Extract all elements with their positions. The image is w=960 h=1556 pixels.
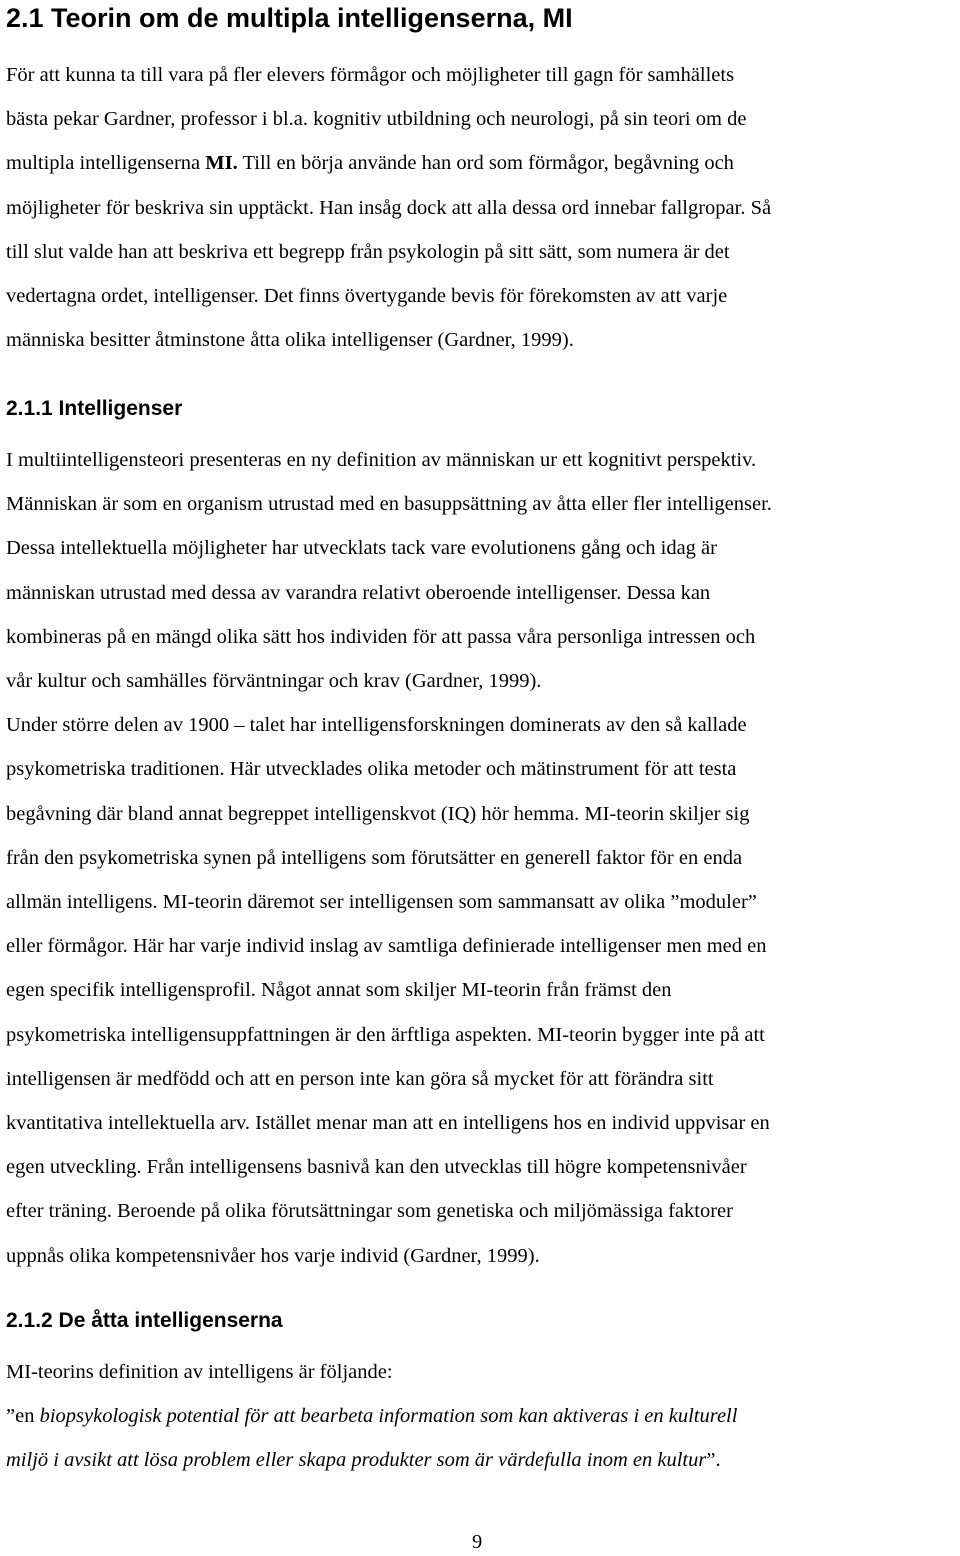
paragraph-line: begåvning där bland annat begreppet intelligenskvot (IQ) hör hemma. MI-teorin skiljer sig: [6, 802, 750, 825]
paragraph-line: bästa pekar Gardner, professor i bl.a. kognitiv utbildning och neurologi, på sin teori om de: [6, 108, 747, 131]
quote-italic: biopsykologisk potential för att bearbeta information som kan aktiveras i en kulturell: [39, 1405, 738, 1428]
subsection-heading: 2.1.2 De åtta intelligenserna: [6, 1309, 283, 1332]
paragraph-line: till slut valde han att beskriva ett begrepp från psykologin på sitt sätt, som numera är det: [6, 240, 730, 263]
paragraph-line: från den psykometriska synen på intelligens som förutsätter en generell faktor för en enda: [6, 846, 743, 869]
paragraph-line: eller förmågor. Här har varje individ inslag av samtliga definierade intelligenser men med en: [6, 935, 767, 958]
subsection-paragraph: [6, 438, 772, 1278]
paragraph-line: uppnås olika kompetensnivåer hos varje individ (Gardner, 1999).: [6, 1244, 540, 1267]
paragraph-line: kvantitativa intellektuella arv. Istället menar man att en intelligens hos en individ uppvisar en: [6, 1112, 770, 1135]
paragraph-line: kombineras på en mängd olika sätt hos individen för att passa våra personliga intressen och: [6, 625, 756, 648]
line-prefix: multipla intelligenserna: [6, 152, 206, 175]
subsection-heading: 2.1.1 Intelligenser: [6, 397, 183, 420]
paragraph-line: människa besitter åtminstone åtta olika intelligenser (Gardner, 1999).: [6, 329, 574, 352]
line-suffix: Till en börja använde han ord som förmågor, begåvning och: [242, 152, 734, 175]
paragraph-line: möjligheter för beskriva sin upptäckt. Han insåg dock att alla dessa ord innebar fallgropar. Så: [6, 196, 772, 219]
paragraph-line: Människan är som en organism utrustad med en basuppsättning av åtta eller fler intelligenser.: [6, 493, 772, 516]
paragraph-line: psykometriska traditionen. Här utvecklades olika metoder och mätinstrument för att testa: [6, 758, 737, 781]
paragraph-line: allmän intelligens. MI-teorin däremot ser intelligensen som sammansatt av olika ”moduler”: [6, 891, 757, 914]
paragraph-line: intelligensen är medfödd och att en person inte kan göra så mycket för att förändra sitt: [6, 1067, 714, 1090]
paragraph-line: människan utrustad med dessa av varandra relativt oberoende intelligenser. Dessa kan: [6, 581, 711, 604]
paragraph-line: egen utveckling. Från intelligensens basnivå kan den utvecklas till högre kompetensnivåer: [6, 1156, 747, 1179]
quote-open: ”en: [6, 1405, 40, 1428]
paragraph-line: Under större delen av 1900 – talet har intelligensforskningen dominerats av den så kallade: [6, 714, 747, 737]
paragraph-line: I multiintelligensteori presenteras en ny definition av människan ur ett kognitivt perspektiv.: [6, 449, 757, 471]
mi-abbreviation: MI.: [205, 152, 238, 175]
definition-paragraph: [6, 1350, 737, 1483]
quote-italic: miljö i avsikt att lösa problem eller skapa produkter som är värdefulla inom en kultur: [6, 1449, 707, 1472]
paragraph-line: vår kultur och samhälles förväntningar och krav (Gardner, 1999).: [6, 670, 542, 693]
paragraph-line: [6, 141, 771, 185]
paragraph-line: egen specifik intelligensprofil. Något annat som skiljer MI-teorin från främst den: [6, 979, 672, 1002]
paragraph-line: efter träning. Beroende på olika förutsättningar som genetiska och miljömässiga faktorer: [6, 1200, 733, 1223]
quote-line: [6, 1394, 737, 1438]
paragraph-line: MI-teorins definition av intelligens är följande:: [6, 1361, 393, 1383]
page-number: 9: [472, 1531, 483, 1553]
paragraph-line: psykometriska intelligensuppfattningen är den ärftliga aspekten. MI-teorin bygger inte på att: [6, 1023, 765, 1046]
paragraph-line: Dessa intellektuella möjligheter har utvecklats tack vare evolutionens gång och idag är: [6, 537, 717, 560]
quote-close: ”.: [706, 1449, 721, 1472]
paragraph-line: För att kunna ta till vara på fler elevers förmågor och möjligheter till gagn för samhällets: [6, 64, 735, 86]
section-heading: 2.1 Teorin om de multipla intelligenserna, MI: [6, 3, 573, 33]
paragraph-line: vedertagna ordet, intelligenser. Det finns övertygande bevis för förekomsten av att varje: [6, 285, 728, 308]
quote-line: [6, 1438, 737, 1482]
section-paragraph: [6, 53, 771, 362]
